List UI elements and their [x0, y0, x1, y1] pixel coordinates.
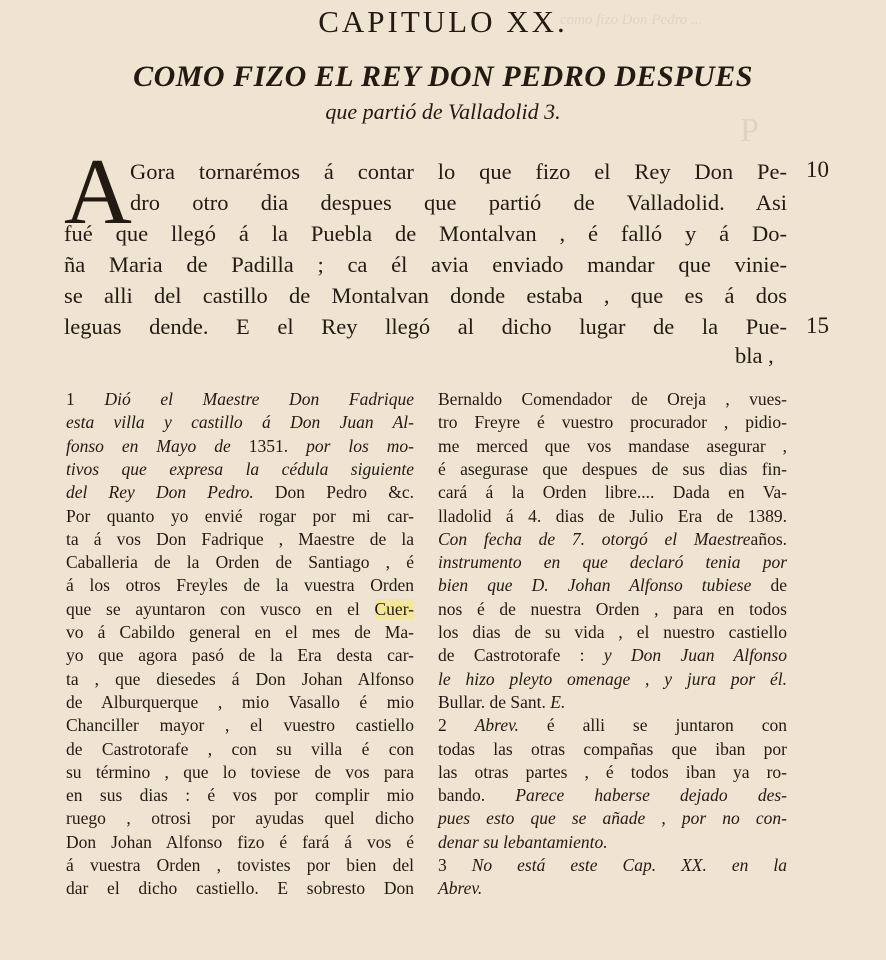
footnote-italic-text: Dió el Maestre Don Fadrique — [104, 389, 415, 409]
footnote-line — [66, 598, 414, 621]
footnote-number: 2 — [438, 715, 475, 736]
footnote-line — [66, 551, 414, 574]
footnote-line — [438, 784, 787, 807]
footnote-line — [438, 877, 787, 900]
footnote-text: de — [751, 575, 787, 596]
footnote-text: Bernaldo Comendador de Oreja , vues- — [438, 389, 787, 409]
footnote-italic-text: E. — [550, 691, 566, 712]
footnote-italic-text: bien que D. Johan Alfonso tubiese — [438, 575, 752, 596]
footnote-line — [66, 528, 414, 551]
main-text-line: leguas dende. E el Rey llegó al dicho lugar de la Pue- — [64, 314, 787, 339]
main-text-line: se alli del castillo de Montalvan donde estaba , que es á dos — [64, 283, 787, 308]
chapter-heading-line2: que partió de Valladolid 3. — [325, 99, 561, 124]
footnote-line — [438, 831, 787, 854]
footnote-line — [66, 411, 414, 434]
footnote-text: años. — [750, 528, 787, 549]
footnote-line — [438, 738, 787, 761]
footnote-line — [438, 481, 787, 504]
footnote-text: las otras partes , é todos iban ya ro- — [438, 761, 787, 782]
footnote-italic-text: Abrev. — [438, 878, 483, 899]
footnote-line — [438, 551, 787, 574]
footnote-line — [66, 807, 414, 830]
footnote-italic-text: esta villa y castillo á Don Juan Al- — [66, 412, 414, 433]
footnote-line — [66, 831, 414, 854]
footnote-line — [438, 528, 787, 551]
footnote-line — [66, 505, 414, 528]
footnote-italic-text: le hizo pleyto omenage , y jura por él. — [438, 668, 787, 689]
drop-cap: A — [64, 140, 132, 244]
footnote-line — [438, 598, 787, 621]
footnote-line — [66, 691, 414, 714]
footnote-text: que se ayuntaron con vusco en el — [66, 598, 375, 619]
footnote-line — [438, 807, 787, 830]
footnote-line — [438, 668, 787, 691]
footnote-text: 1351. — [230, 435, 307, 456]
footnote-italic-text: Parece haberse dejado des- — [515, 785, 787, 806]
footnote-line — [438, 574, 787, 597]
footnote-line — [438, 761, 787, 784]
footnote-italic-text: fonso en Mayo de — [66, 435, 231, 456]
footnote-italic-text: y Don Juan Alfonso — [603, 645, 787, 666]
footnote-line — [438, 714, 787, 737]
footnote-text: cará á la Orden libre.... Dada en Va- — [438, 482, 787, 503]
footnote-line — [438, 691, 787, 714]
footnote-text: su término , que lo toviese de vos para — [66, 761, 414, 782]
footnote-line — [66, 784, 414, 807]
footnote-text: é asegurase que despues de sus dias fin- — [438, 458, 787, 479]
footnote-text: ta , que diesedes á Don Johan Alfonso — [66, 668, 414, 689]
footnote-line — [66, 388, 414, 411]
footnote-text: á vuestra Orden , tovistes por bien del — [66, 855, 414, 875]
footnote-line — [66, 644, 414, 667]
footnote-text: en sus dias : é vos por complir mio — [66, 785, 414, 806]
footnote-italic-text: denar su lebantamiento. — [438, 831, 608, 852]
footnote-number: 1 — [66, 389, 105, 409]
footnote-text: Don Pedro &c. — [253, 482, 414, 503]
chapter-title: CAPITULO XX. — [318, 4, 568, 39]
footnote-text: Chanciller mayor , el vuestro castiello — [66, 715, 414, 736]
footnote-italic-text: Abrev. — [474, 715, 519, 736]
main-text-line: bla , — [735, 343, 774, 368]
footnote-line — [66, 435, 414, 458]
footnote-text: lladolid á 4. dias de Julio Era de 1389. — [438, 505, 787, 526]
footnote-text: á los otros Freyles de la vuestra Orden — [66, 575, 414, 596]
footnote-line — [438, 644, 787, 667]
line-number: 15 — [806, 313, 829, 338]
footnote-italic-text: Con fecha de 7. otorgó el Maestre — [438, 528, 751, 549]
footnote-line — [66, 761, 414, 784]
footnote-line — [438, 458, 787, 481]
footnote-line — [438, 435, 787, 458]
footnote-text: vo á Cabildo general en el mes de Ma- — [66, 622, 414, 642]
footnote-text: tro Freyre é vuestro procurador , pidio- — [438, 412, 787, 433]
footnote-italic-text: por los mo- — [306, 435, 415, 456]
footnote-line — [438, 505, 787, 528]
footnote-text: Bullar. de Sant. — [438, 691, 551, 712]
bleed-through-letter: P — [740, 112, 759, 149]
footnote-text: de Castrotorafe , con su villa é con — [66, 738, 414, 759]
footnote-italic-text: pues esto que se añade , por no con- — [438, 808, 787, 829]
footnote-line — [66, 714, 414, 737]
footnote-text: ruego , otrosi por ayudas quel dicho — [66, 808, 414, 829]
footnote-italic-text: No está este Cap. XX. en la — [471, 855, 787, 875]
footnote-text: de Castrotorafe : — [438, 645, 604, 666]
footnote-line — [66, 481, 414, 504]
bleed-through-text: como fizo Don Pedro ... — [560, 12, 703, 28]
footnote-line — [438, 411, 787, 434]
footnote-text: Por quanto yo envié rogar por mi car- — [66, 505, 414, 526]
footnote-line — [66, 458, 414, 481]
main-text-line: ña Maria de Padilla ; ca él avia enviado mandar que vinie- — [64, 252, 787, 277]
footnote-line — [438, 621, 787, 644]
footnote-line — [66, 621, 414, 644]
footnote-line — [66, 738, 414, 761]
main-text-line: fué que llegó á la Puebla de Montalvan , é falló y á Do- — [64, 221, 787, 246]
footnote-text: yo que agora pasó de la Era desta car- — [66, 645, 414, 666]
footnote-number: 3 — [438, 855, 472, 875]
footnote-text: ta á vos Don Fadrique , Maestre de la — [66, 528, 414, 549]
footnote-line — [438, 388, 787, 411]
footnote-line — [438, 854, 787, 877]
highlighted-text: Cuer- — [374, 598, 414, 619]
footnote-text: dar el dicho castiello. E sobresto Don — [66, 878, 414, 899]
footnote-text: de Alburquerque , mio Vasallo é mio — [66, 691, 414, 712]
footnote-text: Don Johan Alfonso fizo é fará á vos é — [66, 831, 414, 852]
footnote-line — [66, 574, 414, 597]
footnote-line — [66, 877, 414, 900]
footnote-text: é alli se juntaron con — [518, 715, 788, 736]
footnote-italic-text: del Rey Don Pedro. — [66, 482, 254, 503]
chapter-heading-line1: COMO FIZO EL REY DON PEDRO DESPUES — [133, 60, 753, 93]
footnote-text: Caballeria de la Orden de Santiago , é — [66, 552, 414, 573]
footnote-line — [66, 854, 414, 877]
footnote-text: todas las otras compañas que iban por — [438, 738, 787, 759]
main-text-line: Gora tornarémos á contar lo que fizo el Rey Don Pe- — [130, 159, 787, 184]
main-text-line: dro otro dia despues que partió de Valladolid. Asi — [130, 190, 787, 215]
footnote-text: me merced que vos mandase asegurar , — [438, 435, 787, 456]
footnote-italic-text: instrumento en que declaró tenia por — [438, 552, 787, 573]
footnote-text: bando. — [438, 785, 516, 806]
footnote-text: nos é de nuestra Orden , para en todos — [438, 598, 787, 619]
footnote-text: los dias de su vida , el nuestro castiello — [438, 622, 787, 642]
line-number: 10 — [806, 157, 829, 182]
footnote-italic-text: tivos que expresa la cédula siguiente — [66, 458, 414, 479]
footnote-line — [66, 668, 414, 691]
